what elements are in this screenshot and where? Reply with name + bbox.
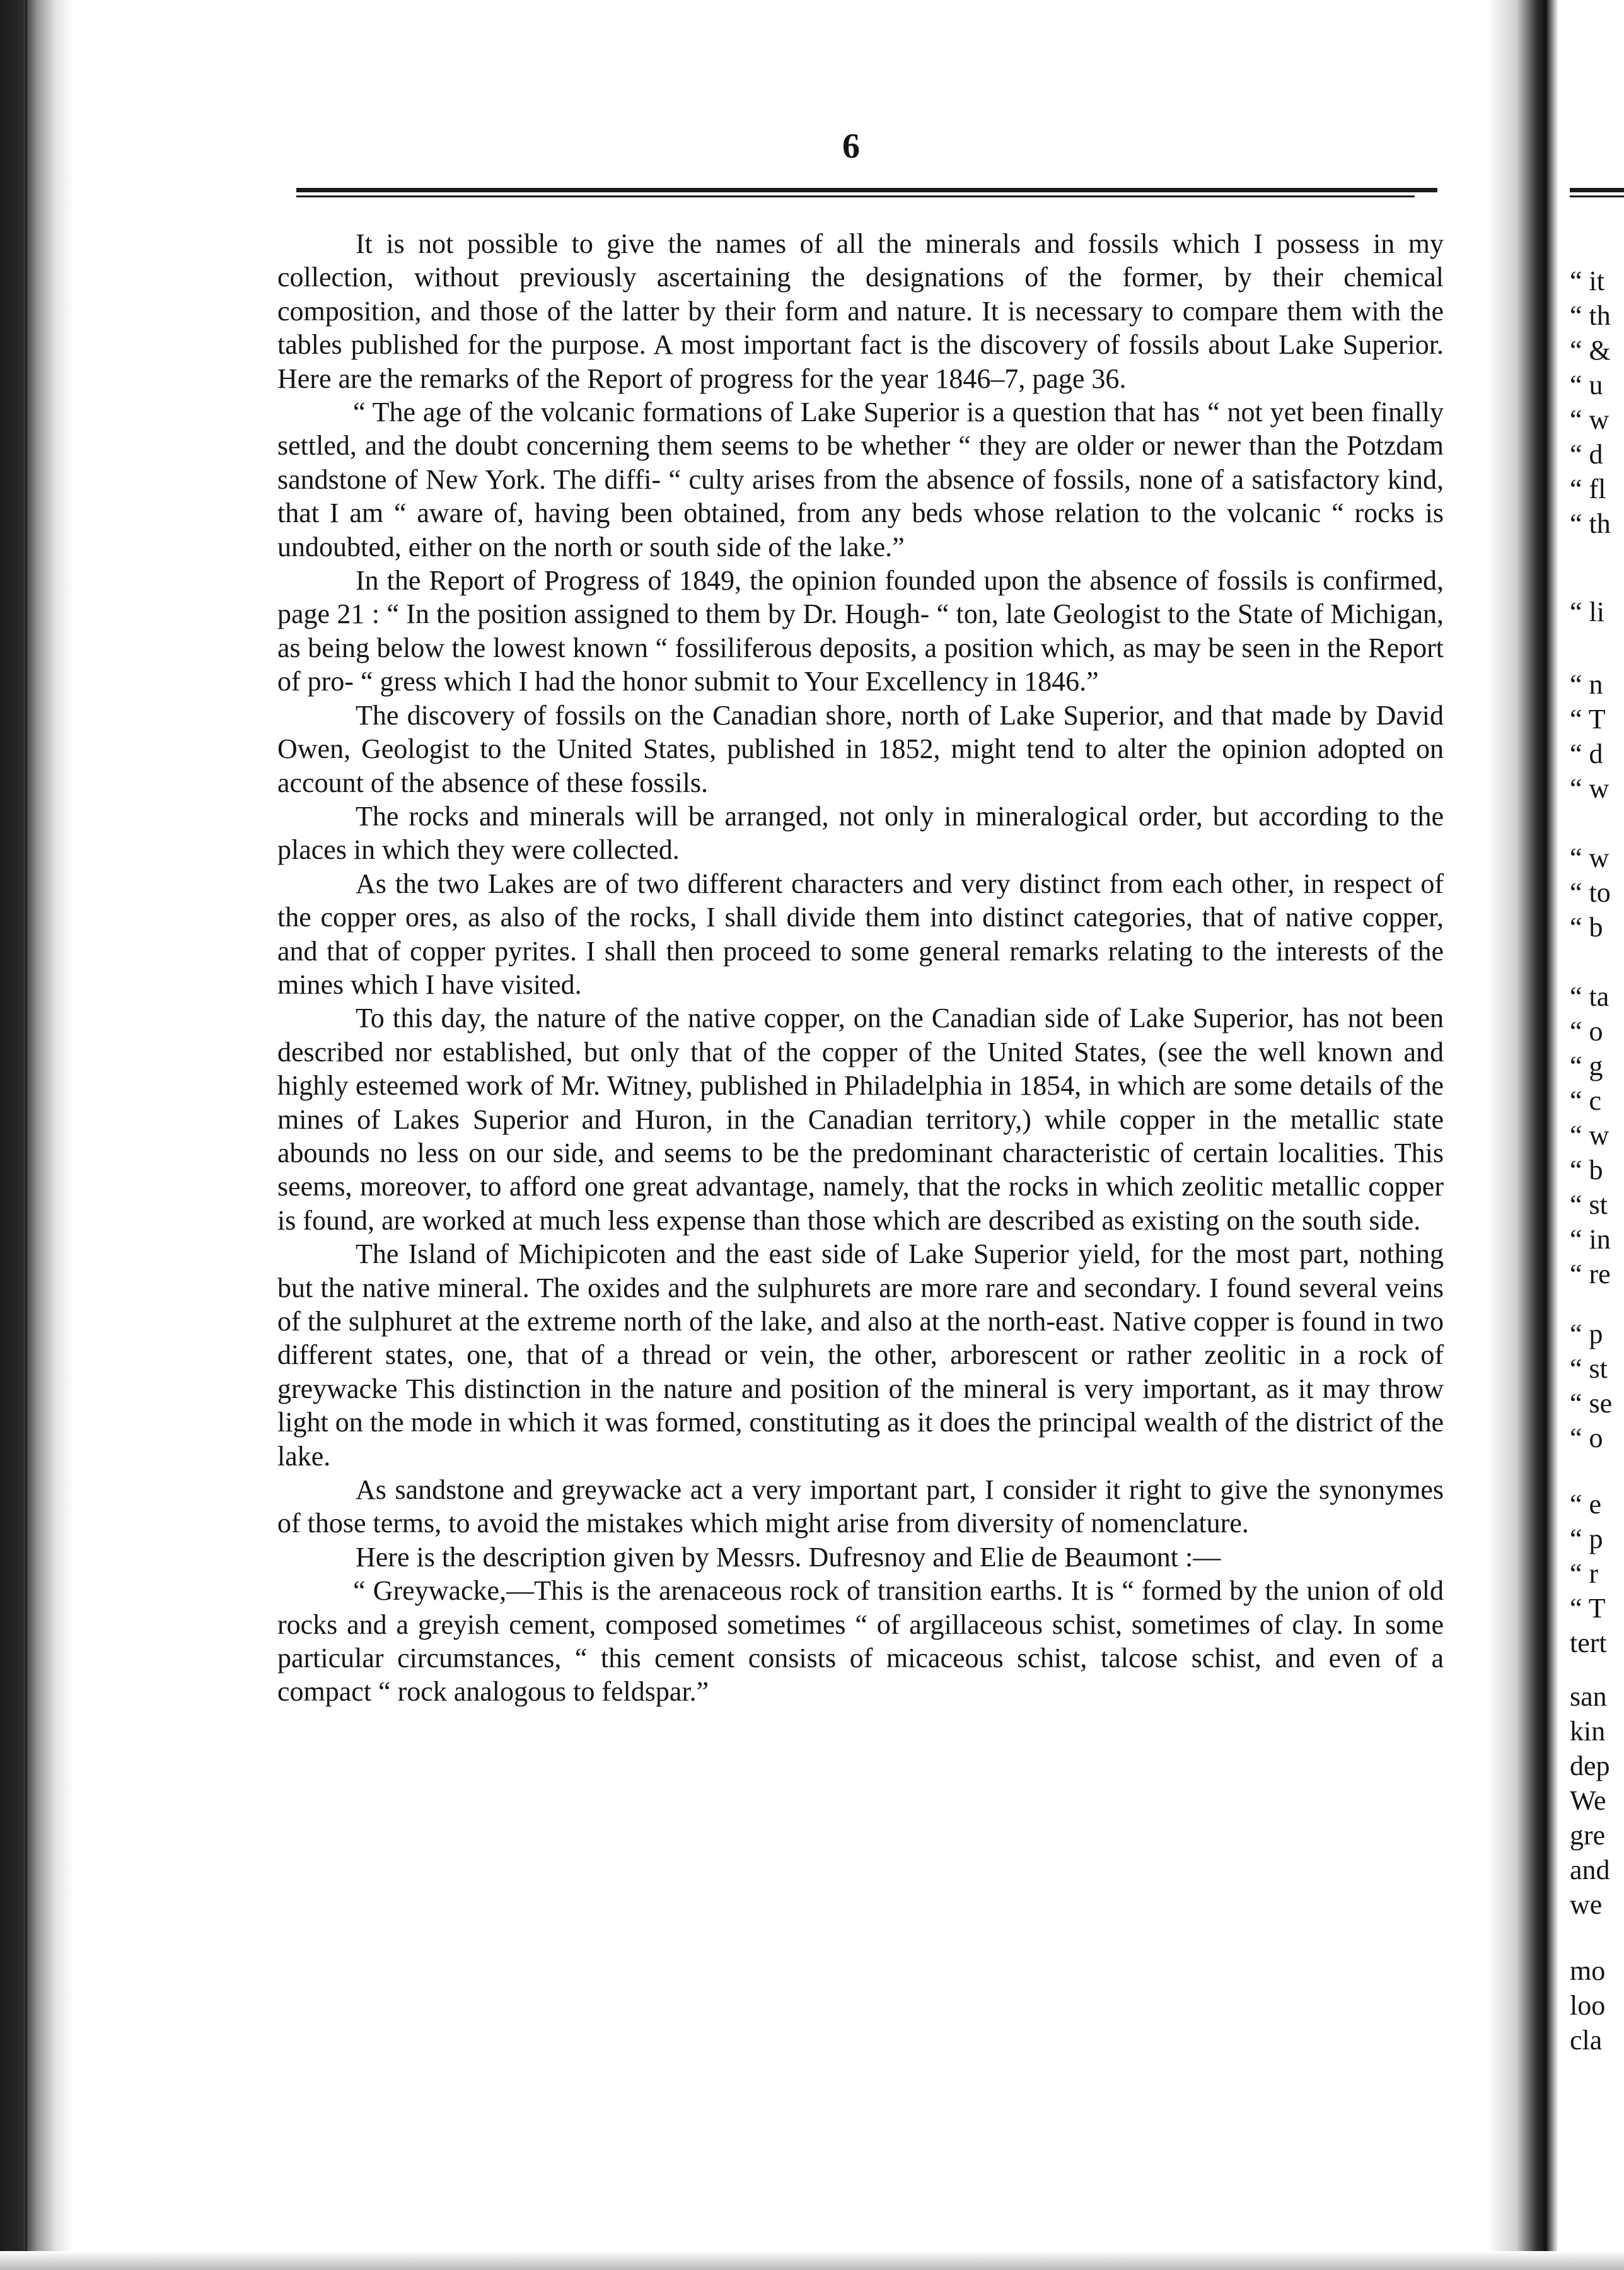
adjacent-page-line-fragment: “ g [1570, 1051, 1603, 1081]
adjacent-page-line-fragment: “ p [1570, 1318, 1603, 1349]
adjacent-page-line-fragment: “ T [1570, 704, 1606, 735]
adjacent-page-line-fragment: “ d [1570, 738, 1603, 769]
binding-line [6, 0, 8, 2270]
adjacent-page-line-fragment: we [1570, 1889, 1603, 1920]
adjacent-page-line-fragment: mo [1570, 1955, 1606, 1986]
paragraph: The rocks and minerals will be arranged, not only in mineralogical order, but according to the places in which they were collected. [277, 800, 1444, 866]
paragraph: The discovery of fossils on the Canadian shore, north of Lake Superior, and that made by David Owen, Geologist to the United States, published in 1852, might tend to alter the opinion adopted on account of the absence of these fossils. [277, 699, 1444, 798]
adjacent-page-line-fragment: “ c [1570, 1085, 1602, 1116]
quoted-paragraph: “ The age of the volcanic formations of Lake Superior is a question that has “ not yet been finally settled, and the doubt concerning them seems to be whether “ they are older or newer than the Potzdam sandstone of New York. The diffi- “ culty arises from the absence of fossils, none of a satisfactory kind, that I am “ aware of, having been obtained, from any beds whose relation to the volcanic “ rocks is undoubted, either on the north or south side of the lake.” [277, 397, 1444, 562]
adjacent-page-line-fragment: “ d [1570, 439, 1603, 470]
adjacent-page-line-fragment: “ o [1570, 1423, 1603, 1453]
adjacent-page-line-fragment: san [1570, 1681, 1607, 1712]
adjacent-page-line-fragment: “ in [1570, 1224, 1611, 1255]
adjacent-page-line-fragment: “ w [1570, 404, 1610, 435]
page-bottom-edge [0, 2251, 1624, 2270]
adjacent-page-line-fragment: “ se [1570, 1388, 1613, 1419]
adjacent-page-line-fragment: “ ta [1570, 981, 1610, 1012]
adjacent-page-line-fragment: and [1570, 1854, 1610, 1885]
adjacent-page-line-fragment: “ b [1570, 1155, 1603, 1185]
adjacent-page-line-fragment: tert [1570, 1627, 1607, 1658]
adjacent-page-line-fragment: “ re [1570, 1259, 1611, 1289]
adjacent-page-line-fragment: “ w [1570, 842, 1610, 873]
adjacent-page-line-fragment: “ w [1570, 773, 1610, 804]
paragraph: In the Report of Progress of 1849, the opinion founded upon the absence of fossils is confirmed, page 21 : “ In the position assigned to them by Dr. Hough- “ ton, late Geologist to the State of Michigan, as being below the lowest known “ fossiliferous deposits, a position which, as may be seen in the Report of pro- “ gress which I had the honor submit to Your Excellency in 1846.” [277, 565, 1444, 697]
adjacent-page-line-fragment: “ b [1570, 912, 1603, 943]
adjacent-page-line-fragment: “ p [1570, 1523, 1603, 1554]
adjacent-page-line-fragment: “ r [1570, 1558, 1599, 1589]
adjacent-page-line-fragment: “ e [1570, 1489, 1602, 1520]
adjacent-page-line-fragment: “ th [1570, 508, 1611, 539]
paragraph: The Island of Michipicoten and the east side of Lake Superior yield, for the most part, nothing but the native mineral. The oxides and the sulphurets are more rare and secondary. I found several veins of the sulphuret at the extreme north of the lake, and also at the north-east. Native copper is found in two different states, one, that of a thread or vein, the other, arborescent or rather zeolitic in a rock of greywacke This distinction in the nature and position of the mineral is very important, as it may throw light on the mode in which it was formed, constituting as it does the principal wealth of the district of the lake. [277, 1238, 1444, 1472]
binding-line [25, 0, 27, 2270]
header-rule [296, 188, 1437, 197]
adjacent-page-line-fragment: “ to [1570, 877, 1611, 908]
adjacent-page-line-fragment: We [1570, 1785, 1606, 1816]
adjacent-page-rule [1570, 188, 1624, 197]
paragraph: It is not possible to give the names of all the minerals and fossils which I possess in my collection, without previously ascertaining the designations of the former, by their chemical composition, and those of the latter by their form and nature. It is necessary to compare them with the tables published for the purpose. A most important fact is the discovery of fossils about Lake Superior. Here are the remarks of the Report of progress for the year 1846–7, page 36. [277, 228, 1444, 394]
adjacent-page-line-fragment: “ it [1570, 265, 1604, 296]
adjacent-page-line-fragment: kin [1570, 1716, 1606, 1747]
paragraph: To this day, the nature of the native copper, on the Canadian side of Lake Superior, has not been described nor established, but only that of the copper of the United States, (see the well known and highly esteemed work of Mr. Witney, published in Philadelphia in 1854, in which are some details of the mines of Lakes Superior and Huron, in the Canadian territory,) while copper in the metallic state abounds no less on our side, and seems to be the predominant characteristic of certain localities. This seems, moreover, to afford one great advantage, namely, that the rocks in which zeolitic metallic copper is found, are worked at much less expense than those which are described as existing on the south side. [277, 1003, 1444, 1236]
page-body [277, 227, 1444, 1709]
adjacent-page-line-fragment: gre [1570, 1820, 1606, 1851]
adjacent-page-line-fragment: “ w [1570, 1120, 1610, 1151]
adjacent-page-line-fragment: cla [1570, 2025, 1603, 2056]
adjacent-page-line-fragment: “ n [1570, 669, 1603, 700]
paragraph: Here is the description given by Messrs. Dufresnoy and Elie de Beaumont :— [356, 1541, 1221, 1573]
adjacent-page-line-fragment: “ st [1570, 1189, 1608, 1220]
binding-line [15, 0, 17, 2270]
adjacent-page-line-fragment: “ st [1570, 1353, 1608, 1384]
adjacent-page-line-fragment: “ li [1570, 597, 1604, 627]
adjacent-page-line-fragment: “ th [1570, 300, 1611, 331]
adjacent-page-line-fragment: “ & [1570, 335, 1611, 366]
adjacent-page-line-fragment: loo [1570, 1990, 1606, 2021]
quoted-paragraph: “ Greywacke,—This is the arenaceous rock of transition earths. It is “ formed by the union of old rocks and a greyish cement, composed sometimes “ of argillaceous schist, sometimes of clay. In some particular circumstances, “ this cement consists of micaceous schist, talcose schist, and even of a compact “ rock analogous to feldspar.” [277, 1575, 1444, 1708]
adjacent-page-line-fragment: dep [1570, 1750, 1610, 1781]
adjacent-page-line-fragment: “ u [1570, 370, 1603, 400]
page-binding-edge [0, 0, 74, 2270]
adjacent-page-line-fragment: “ T [1570, 1593, 1606, 1624]
paragraph: As the two Lakes are of two different characters and very distinct from each other, in respect of the copper ores, as also of the rocks, I shall divide them into distinct categories, that of native copper, and that of copper pyrites. I shall then proceed to some general remarks relating to the interests of the mines which I have visited. [277, 868, 1444, 1000]
page-number: 6 [842, 127, 860, 166]
adjacent-page-line-fragment: “ fl [1570, 474, 1606, 504]
adjacent-page-line-fragment: “ o [1570, 1016, 1603, 1047]
page-gutter [1488, 0, 1557, 2270]
paragraph: As sandstone and greywacke act a very important part, I consider it right to give the synonymes of those terms, to avoid the mistakes which might arise from diversity of nomenclature. [277, 1474, 1444, 1539]
